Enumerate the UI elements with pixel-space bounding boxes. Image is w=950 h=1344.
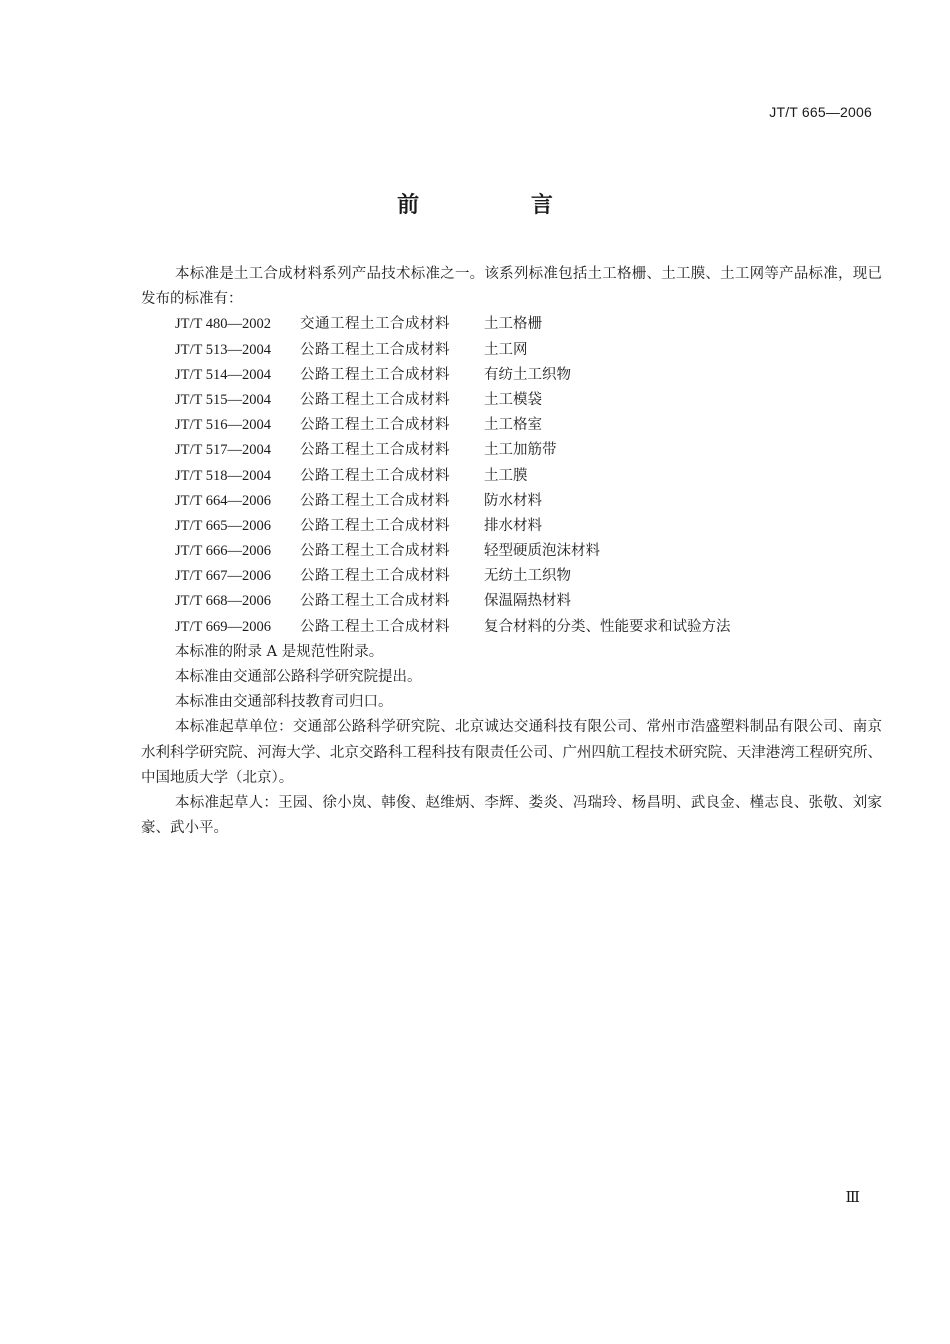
drafters: 本标准起草人：王园、徐小岚、韩俊、赵维炳、李辉、娄炎、冯瑞玲、杨昌明、武良金、槿志良、张敬、刘家豪、武小平。 [141,795,882,837]
standard-category: 公路工程土工合成材料 [300,417,450,434]
standard-list-item [141,539,882,564]
standard-name: 排水材料 [484,517,542,534]
standard-category: 公路工程土工合成材料 [300,568,450,585]
standard-category: 公路工程土工合成材料 [300,618,450,635]
standard-code: JT/T 516—2004 [175,417,271,434]
standard-name: 保温隔热材料 [484,593,571,610]
proposed-by: 本标准由交通部公路科学研究院提出。 [175,669,422,686]
standard-code: JT/T 667—2006 [175,568,271,585]
standard-name: 无纺土工织物 [484,568,571,585]
standard-category: 公路工程土工合成材料 [300,543,450,560]
standard-name: 土工膜 [484,467,528,484]
standard-name: 土工加筋带 [484,442,557,459]
standard-category: 公路工程土工合成材料 [300,517,450,534]
standard-name: 土工格室 [484,417,542,434]
standard-code: JT/T 514—2004 [175,366,271,383]
standard-category: 公路工程土工合成材料 [300,467,450,484]
standard-list-item [141,464,882,489]
published-standards-list [141,312,882,639]
standard-list-item [141,489,882,514]
standard-category: 公路工程土工合成材料 [300,492,450,509]
foreword-body [141,262,882,841]
standard-list-item [141,338,882,363]
standard-category: 公路工程土工合成材料 [300,341,450,358]
standard-list-item [141,438,882,463]
standard-list-item [141,615,882,640]
standard-category: 公路工程土工合成材料 [300,366,450,383]
standard-code: JT/T 518—2004 [175,467,271,484]
standard-name: 土工网 [484,341,528,358]
standard-list-item [141,413,882,438]
standard-list-item [141,514,882,539]
standard-category: 公路工程土工合成材料 [300,391,450,408]
standard-list-item [141,363,882,388]
standard-code: JT/T 515—2004 [175,391,271,408]
standard-category: 公路工程土工合成材料 [300,593,450,610]
standard-list-item [141,312,882,337]
standard-code: JT/T 664—2006 [175,492,271,509]
page-number: Ⅲ [845,1190,860,1206]
drafting-units: 本标准起草单位：交通部公路科学研究院、北京诚达交通科技有限公司、常州市浩盛塑料制品有限公司、南京水利科学研究院、河海大学、北京交路科工程科技有限责任公司、广州四航工程技术研究院、天津港湾工程研究所、中国地质大学（北京）。 [141,719,882,786]
standard-name: 土工模袋 [484,391,542,408]
standard-code: JT/T 517—2004 [175,442,271,459]
standard-name: 复合材料的分类、性能要求和试验方法 [484,618,731,635]
standard-name: 有纺土工织物 [484,366,571,383]
appendix-note: 本标准的附录 A 是规范性附录。 [175,643,384,660]
standard-name: 防水材料 [484,492,542,509]
managed-by: 本标准由交通部科技教育司归口。 [175,694,393,711]
standard-category: 交通工程土工合成材料 [300,316,450,333]
standard-list-item [141,388,882,413]
standard-name: 土工格栅 [484,316,542,333]
standard-list-item [141,564,882,589]
standard-name: 轻型硬质泡沫材料 [484,543,600,560]
standard-code: JT/T 480—2002 [175,316,271,333]
standard-code: JT/T 513—2004 [175,341,271,358]
standard-code: JT/T 668—2006 [175,593,271,610]
standard-category: 公路工程土工合成材料 [300,442,450,459]
standard-code: JT/T 669—2006 [175,618,271,635]
page-title: 前 言 [397,193,605,218]
standard-code: JT/T 666—2006 [175,543,271,560]
standard-list-item [141,589,882,614]
intro-paragraph: 本标准是土工合成材料系列产品技术标准之一。该系列标准包括土工格栅、土工膜、土工网等产品标准，现已发布的标准有： [141,266,882,308]
standard-code: JT/T 665—2006 [175,517,271,534]
standard-code-header: JT/T 665—2006 [769,104,872,120]
